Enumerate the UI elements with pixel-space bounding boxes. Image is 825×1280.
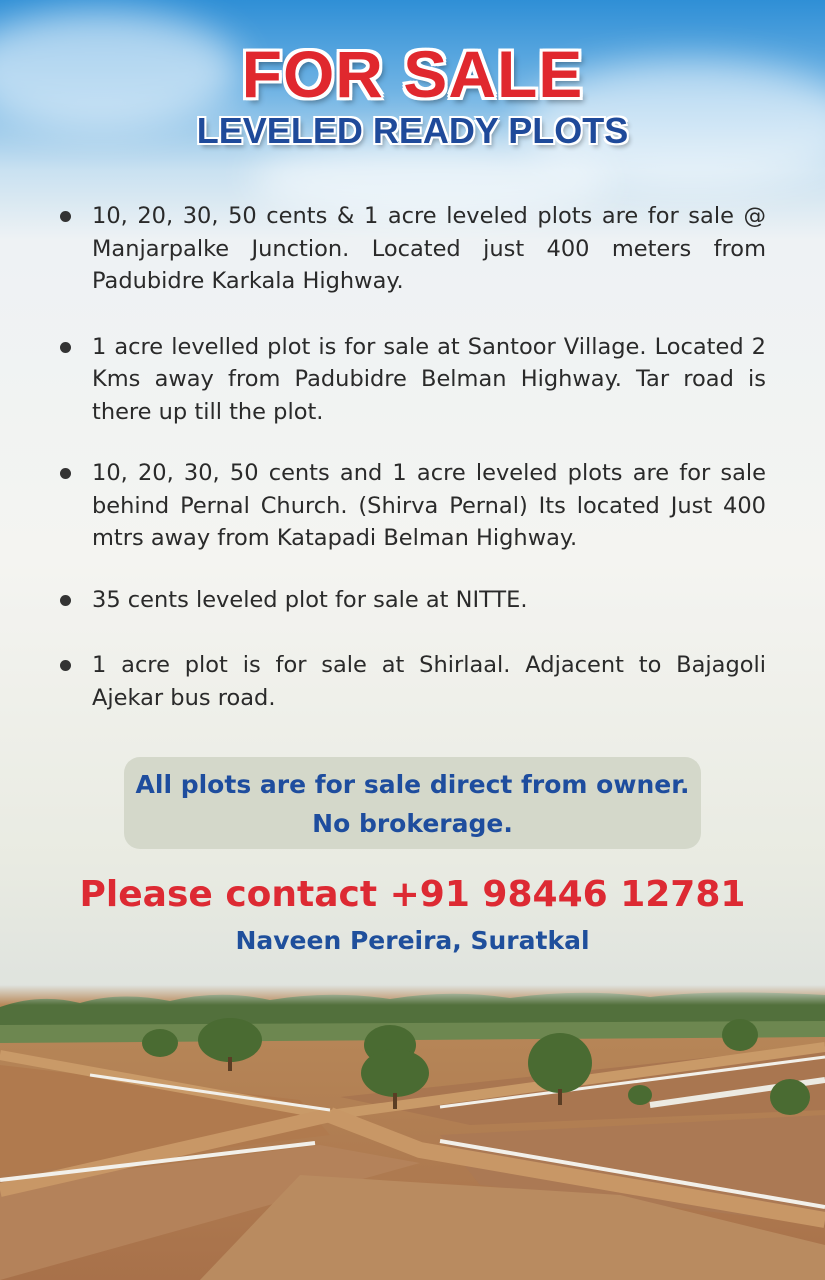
listing-text: 10, 20, 30, 50 cents & 1 acre leveled plots are for sale @ Manjarpalke Junction. Located just 400 meters from Padubidre Karkala Highway.: [92, 203, 766, 294]
note-line-1: All plots are for sale direct from owner.: [135, 770, 690, 799]
listing-text: 10, 20, 30, 50 cents and 1 acre leveled plots are for sale behind Pernal Church. (Shirva Pernal) Its located Just 400 mtrs away from Katapadi Belman Highway.: [92, 460, 766, 551]
listing-text: 1 acre levelled plot is for sale at Santoor Village. Located 2 Kms away from Padubidre Belman Highway. Tar road is there up till the plot.: [92, 333, 766, 425]
listing-text: 35 cents leveled plot for sale at NITTE.: [92, 586, 528, 613]
note-box: [124, 757, 701, 849]
bullet-icon: [60, 468, 71, 479]
bullet-icon: [60, 342, 71, 353]
contact-phone: Please contact +91 98446 12781: [79, 874, 746, 915]
plot-layout-photo: [0, 985, 825, 1280]
owner-name: Naveen Pereira, Suratkal: [235, 926, 590, 955]
subheadline: LEVELED READY PLOTS: [196, 110, 629, 151]
note-line-2: No brokerage.: [312, 809, 513, 838]
list-item: [60, 584, 766, 617]
headline: FOR SALE: [241, 37, 584, 111]
list-item: [60, 200, 766, 298]
list-item: [60, 331, 766, 429]
list-item: [60, 649, 766, 714]
list-item: [60, 457, 766, 555]
bullet-icon: [60, 211, 71, 222]
listing-text: 1 acre plot is for sale at Shirlaal. Adjacent to Bajagoli Ajekar bus road.: [92, 652, 766, 711]
bullet-icon: [60, 595, 71, 606]
bullet-icon: [60, 660, 71, 671]
listing-list: [60, 200, 766, 747]
